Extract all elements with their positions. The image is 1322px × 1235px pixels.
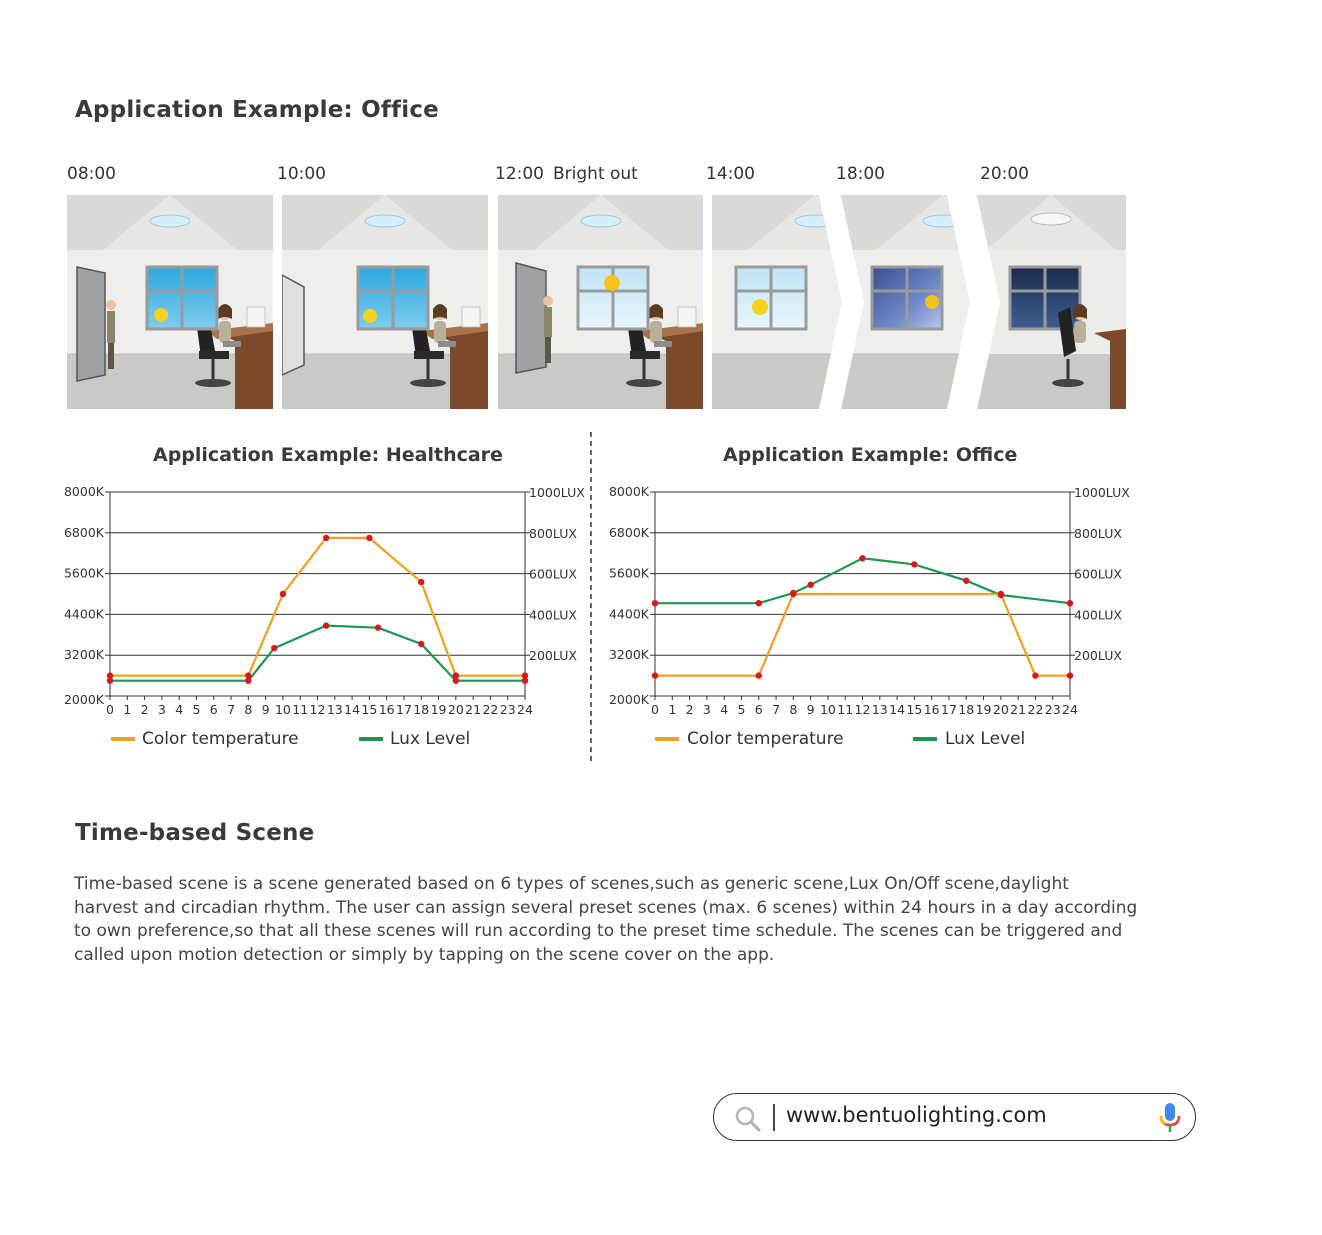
x-tick-label: 1 xyxy=(668,702,677,717)
x-tick-label: 8 xyxy=(244,702,253,717)
x-tick-label: 0 xyxy=(651,702,659,717)
scene-time-1800: 18:00 xyxy=(836,164,885,184)
x-tick-label: 22 xyxy=(1027,702,1044,717)
legend-color-temp-label: Color temperature xyxy=(142,729,299,749)
data-point xyxy=(418,641,424,647)
x-tick-label: 20 xyxy=(992,702,1009,717)
paragraph-line: Time-based scene is a scene generated based on 6 types of scenes,such as generic scene,Lux On/Off scene,daylight xyxy=(74,874,1069,894)
scene-time-2000: 20:00 xyxy=(980,164,1029,184)
x-tick-label: 23 xyxy=(499,702,516,717)
y-left-tick-label: 2000K xyxy=(608,692,649,707)
x-tick-label: 13 xyxy=(326,702,343,717)
plot-frame xyxy=(110,492,525,696)
data-point xyxy=(323,535,329,541)
scene-note-bright-out: Bright out xyxy=(553,164,638,184)
y-right-tick-label: 600LUX xyxy=(1074,566,1122,582)
data-point xyxy=(323,622,329,628)
scene-time-1200: 12:00 xyxy=(495,164,544,184)
data-point xyxy=(911,561,917,567)
x-tick-label: 6 xyxy=(209,702,218,717)
y-right-tick-label: 200LUX xyxy=(1074,648,1122,664)
y-left-tick-label: 8000K xyxy=(608,484,649,499)
x-tick-label: 6 xyxy=(754,702,763,717)
search-divider xyxy=(773,1104,775,1131)
x-tick-label: 12 xyxy=(309,702,326,717)
x-tick-label: 18 xyxy=(413,702,430,717)
website-url[interactable]: www.bentuolighting.com xyxy=(786,1103,1047,1127)
x-tick-label: 8 xyxy=(789,702,798,717)
data-point xyxy=(998,592,1004,598)
data-point xyxy=(271,645,277,651)
y-right-tick-label: 400LUX xyxy=(1074,607,1122,623)
data-point xyxy=(963,578,969,584)
x-tick-label: 7 xyxy=(772,702,781,717)
data-point xyxy=(1067,672,1073,678)
x-tick-label: 13 xyxy=(871,702,888,717)
y-right-tick-label: 800LUX xyxy=(1074,525,1122,541)
x-tick-label: 21 xyxy=(465,702,482,717)
y-left-tick-label: 8000K xyxy=(63,484,104,499)
legend-lux-label: Lux Level xyxy=(945,729,1026,749)
page-title: Application Example: Office xyxy=(75,97,439,123)
data-point xyxy=(418,579,424,585)
x-tick-label: 21 xyxy=(1010,702,1027,717)
x-tick-label: 5 xyxy=(737,702,746,717)
x-tick-label: 10 xyxy=(274,702,291,717)
x-tick-label: 2 xyxy=(685,702,694,717)
series-line-lux-level xyxy=(655,558,1070,603)
x-tick-label: 3 xyxy=(702,702,711,717)
x-tick-label: 11 xyxy=(837,702,854,717)
y-right-tick-label: 800LUX xyxy=(529,525,577,541)
x-tick-label: 22 xyxy=(482,702,499,717)
search-icon[interactable] xyxy=(734,1105,762,1133)
y-right-tick-label: 200LUX xyxy=(529,648,577,664)
chart-office xyxy=(600,480,1140,760)
paragraph-line: to own preference,so that all these scenes will run according to the preset time schedule. The scenes can be triggered and xyxy=(74,921,1123,941)
x-tick-label: 10 xyxy=(819,702,836,717)
legend-color-temp-label: Color temperature xyxy=(687,729,844,749)
scene-time-1000: 10:00 xyxy=(277,164,326,184)
section-paragraph xyxy=(74,873,1138,967)
data-point xyxy=(652,672,658,678)
chart-title-healthcare: Application Example: Healthcare xyxy=(153,444,503,466)
data-point xyxy=(1067,600,1073,606)
y-left-tick-label: 4400K xyxy=(608,606,649,622)
y-right-tick-label: 400LUX xyxy=(529,607,577,623)
chart-title-office: Application Example: Office xyxy=(723,444,1018,466)
x-tick-label: 7 xyxy=(227,702,236,717)
x-tick-label: 12 xyxy=(854,702,871,717)
data-point xyxy=(652,600,658,606)
x-tick-label: 15 xyxy=(361,702,378,717)
paragraph-line: called upon motion detection or simply by tapping on the scene cover on the app. xyxy=(74,944,775,965)
x-tick-label: 14 xyxy=(344,702,361,717)
x-tick-label: 15 xyxy=(906,702,923,717)
scene-time-1400: 14:00 xyxy=(706,164,755,184)
x-tick-label: 0 xyxy=(106,702,114,717)
data-point xyxy=(807,582,813,588)
data-point xyxy=(280,591,286,597)
data-point xyxy=(375,624,381,630)
y-left-tick-label: 2000K xyxy=(63,692,104,707)
office-scene-illustrations xyxy=(60,192,1135,414)
x-tick-label: 2 xyxy=(140,702,149,717)
data-point xyxy=(366,535,372,541)
x-tick-label: 19 xyxy=(430,702,447,717)
x-tick-label: 16 xyxy=(923,702,940,717)
data-point xyxy=(245,678,251,684)
website-search-bar[interactable] xyxy=(713,1093,1196,1141)
y-left-tick-label: 4400K xyxy=(63,606,104,622)
x-tick-label: 19 xyxy=(975,702,992,717)
data-point xyxy=(453,678,459,684)
y-right-tick-label: 600LUX xyxy=(529,566,577,582)
x-tick-label: 11 xyxy=(292,702,309,717)
x-tick-label: 18 xyxy=(958,702,975,717)
y-left-tick-label: 3200K xyxy=(63,647,104,663)
y-left-tick-label: 6800K xyxy=(63,524,104,540)
x-tick-label: 9 xyxy=(261,702,270,717)
x-tick-label: 24 xyxy=(517,702,533,717)
data-point xyxy=(522,678,528,684)
x-tick-label: 24 xyxy=(1062,702,1078,717)
x-tick-label: 14 xyxy=(889,702,906,717)
y-left-tick-label: 6800K xyxy=(608,524,649,540)
legend-lux-label: Lux Level xyxy=(390,729,471,749)
data-point xyxy=(756,672,762,678)
x-tick-label: 3 xyxy=(157,702,166,717)
chart-healthcare xyxy=(55,480,595,760)
x-tick-label: 23 xyxy=(1044,702,1061,717)
scene-time-0800: 08:00 xyxy=(67,164,116,184)
data-point xyxy=(107,678,113,684)
data-point xyxy=(859,555,865,561)
x-tick-label: 16 xyxy=(378,702,395,717)
x-tick-label: 20 xyxy=(447,702,464,717)
x-tick-label: 5 xyxy=(192,702,201,717)
x-tick-label: 9 xyxy=(806,702,815,717)
paragraph-line: harvest and circadian rhythm. The user can assign several preset scenes (max. 6 scenes) within 24 hours in a day according xyxy=(74,897,1138,918)
y-left-tick-label: 5600K xyxy=(608,565,649,581)
data-point xyxy=(1032,672,1038,678)
y-right-tick-label: 1000LUX xyxy=(529,485,585,500)
x-tick-label: 17 xyxy=(396,702,412,717)
x-tick-label: 17 xyxy=(941,702,957,717)
microphone-icon[interactable] xyxy=(1158,1102,1182,1134)
y-left-tick-label: 5600K xyxy=(63,565,104,581)
y-right-tick-label: 1000LUX xyxy=(1074,485,1130,500)
y-left-tick-label: 3200K xyxy=(608,647,649,663)
data-point xyxy=(756,600,762,606)
series-line-lux-level xyxy=(110,626,525,681)
section-title: Time-based Scene xyxy=(75,820,315,846)
x-tick-label: 4 xyxy=(720,702,729,717)
series-line-color-temperature xyxy=(655,594,1070,676)
data-point xyxy=(790,590,796,596)
x-tick-label: 1 xyxy=(123,702,132,717)
x-tick-label: 4 xyxy=(175,702,184,717)
